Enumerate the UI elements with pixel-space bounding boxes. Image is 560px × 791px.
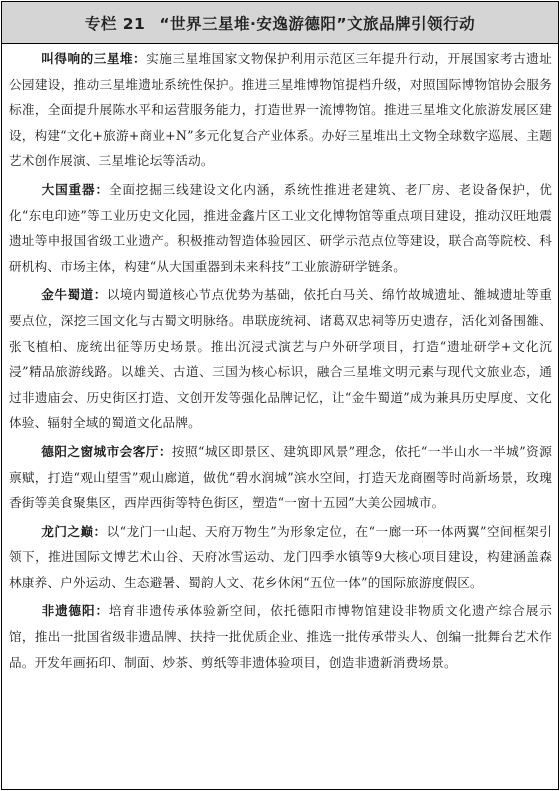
section-text: 以境内蜀道核心节点优势为基础，依托白马关、绵竹故城遗址、雒城遗址等重要点位，深挖三国文化与古蜀文明脉络。串联庞统祠、诸葛双忠祠等历史遗存，活化刘备围雒、张飞植柏、庞统出征等历史场景。推出沉浸式演艺与户外研学项目，打造“遗址研学+文化沉浸”精品旅游线路。以雄关、古道、三国为核心标识，融合三星堆文明元素与现代文旅业态，通过非遗庙会、历史街区打造、文创开发等强化品牌记忆，让“金牛蜀道”成为兼具历史厚度、文化体验、辐射全域的蜀道文化品牌。 <box>9 287 552 431</box>
section-label: 非遗德阳： <box>41 603 109 619</box>
column-body <box>2 44 558 675</box>
section-shu-road <box>9 282 552 436</box>
section-text: 按照“城区即景区、建筑即风景”理念，依托“一半山水一半城”资源禀赋，打造“观山望雪”观山廊道，做优“碧水润城”滨水空间，打造天龙商圈等时尚新场景，玫瑰香街等美食聚集区，西岸西街等特色街区，塑造“一窗十五园”大美公园城市。 <box>9 443 552 511</box>
column-box <box>1 1 559 790</box>
section-text: 实施三星堆国家文物保护利用示范区三年提升行动，开展国家考古遗址公园建设，推动三星堆遗址系统性保护。推进三星堆博物馆提档升级，对照国际博物馆协会服务标准，全面提升展陈水平和运营服务能力，打造世界一流博物馆。推进三星堆文化旅游发展区建设，构建“文化+旅游+商业+N”多元化复合产业体系。办好三星堆出土文物全球数字巡展、主题艺术创作展演、三星堆论坛等活动。 <box>9 51 553 169</box>
column-number: 专栏 21 <box>84 14 146 33</box>
section-label: 大国重器： <box>41 181 109 197</box>
section-longmen <box>9 519 552 596</box>
section-sanxingdui <box>9 46 552 174</box>
section-intangible-heritage <box>9 598 552 675</box>
section-label: 金牛蜀道： <box>41 287 107 303</box>
column-title: “世界三星堆·安逸游德阳”文旅品牌引领行动 <box>159 14 476 33</box>
section-text: 培育非遗传承体验新空间，依托德阳市博物馆建设非物质文化遗产综合展示馆，推出一批国省级非遗品牌、扶持一批优质企业、推选一批传承带头人、创编一批舞台艺术作品。开发年画拓印、制面、炒茶、剪纸等非遗体验项目，创造非遗新消费场景。 <box>9 603 552 670</box>
section-text: 全面挖掘三线建设文化内涵，系统性推进老建筑、老厂房、老设备保护，优化“东电印迹”等工业历史文化园，推进金鑫片区工业文化博物馆等重点项目建设，推动汉旺地震遗址等申报国省级工业遗产。积极推动智造体验园区、研学示范点位等建设，联合高等院校、科研机构、市场主体，构建“从大国重器到未来科技”工业旅游研学链条。 <box>9 181 552 274</box>
section-city-parlor <box>9 439 552 516</box>
section-label: 叫得响的三星堆： <box>41 51 147 66</box>
section-label: 龙门之巅： <box>41 523 107 539</box>
column-header <box>2 2 558 44</box>
section-heavy-industry <box>9 177 552 279</box>
section-text: 以“龙门一山起、天府万物生”为形象定位，在“一廊一环一体两翼”空间框架引领下，推进国际文博艺术山谷、天府冰雪运动、龙门四季水镇等9大核心项目建设，构建涵盖森林康养、户外运动、生态避暑、蜀韵人文、花乡休闲“五位一体”的国际旅游度假区。 <box>9 523 553 590</box>
section-label: 德阳之窗城市会客厅： <box>41 443 172 459</box>
